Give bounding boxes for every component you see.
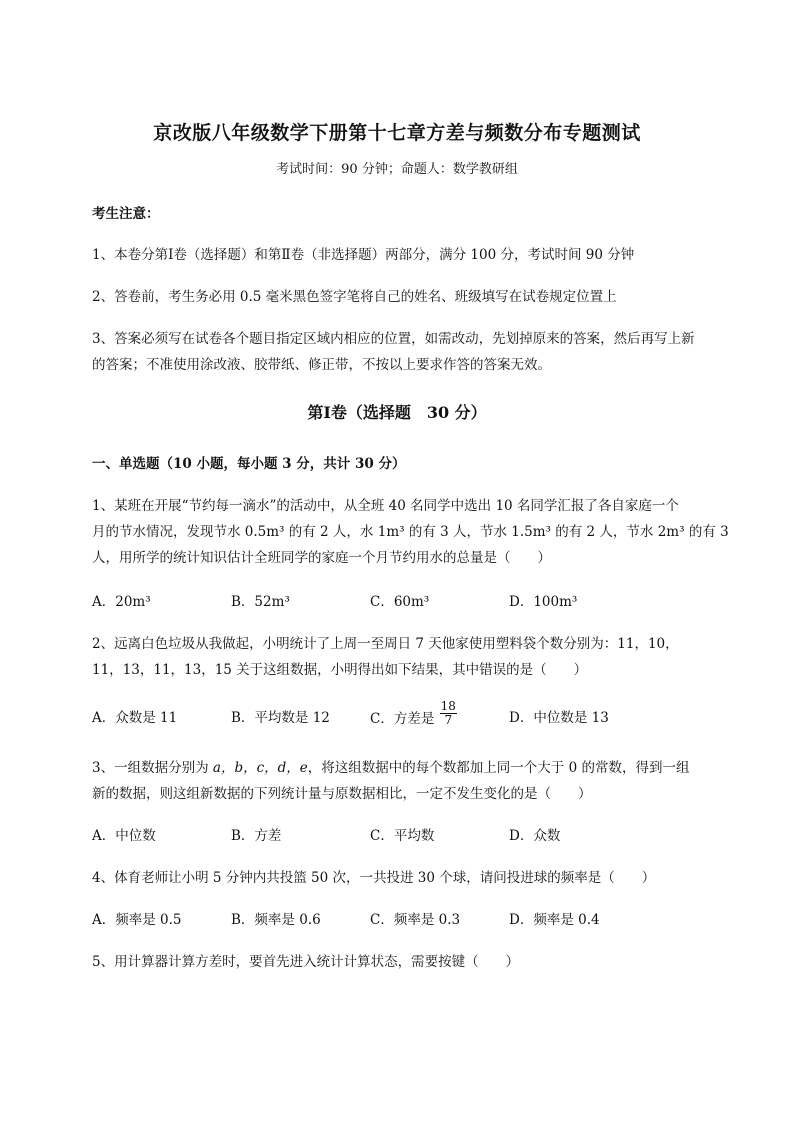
option-d: D．频率是 0.4 [509,912,600,928]
question-3-suffix: ，将这组数据中的每个数都加上同一个大于 0 的常数，得到一组 [307,760,690,776]
question-3-options [92,824,712,846]
question-3-line-1 [92,756,712,776]
option-c: C．频率是 0.3 [370,912,461,928]
option-b: B．频率是 0.6 [231,912,321,928]
notice-item-2: 2、答卷前，考生务必用 0.5 毫米黑色签字笔将自己的姓名、班级填写在试卷规定位置上 [92,289,617,305]
option-d: D．中位数是 13 [509,710,609,726]
question-2-line-1: 2、远离白色垃圾从我做起，小明统计了上周一至周日 7 天他家使用塑料袋个数分别为：11，10， [92,636,679,652]
section-title: 第Ⅰ卷（选择题 30 分） [307,403,487,422]
question-1-line-2: 月的节水情况，发现节水 0.5m³ 的有 2 人，水 1m³ 的有 3 人，节水 1.5m³ 的有 2 人，节水 2m³ 的有 3 [92,524,729,540]
question-3-line-2: 新的数据，则这组新数据的下列统计量与原数据相比，一定不发生变化的是（ ） [92,786,592,802]
option-b: B．平均数是 12 [231,710,330,726]
question-2-options [92,700,712,734]
option-b: B．方差 [231,828,282,844]
question-5-line-1: 5、用计算器计算方差时，要首先进入统计计算状态，需要按键（ ） [92,954,520,970]
option-a: A．20m³ [92,594,151,610]
option-a: A．频率是 0.5 [92,912,182,928]
question-1-line-3: 人，用所学的统计知识估计全班同学的家庭一个月节约用水的总量是（ ） [92,550,551,566]
question-2-line-2: 11，13，11，13，15 关于这组数据，小明得出如下结果，其中错误的是（ ） [92,662,588,678]
fraction [440,700,457,726]
question-1-options [92,590,712,612]
exam-info: 考试时间：90 分钟；命题人：数学教研组 [276,162,518,177]
notice-item-3-line-2: 的答案；不准使用涂改液、胶带纸、修正带，不按以上要求作答的答案无效。 [92,357,551,373]
option-c: C．60m³ [370,594,430,610]
question-3-prefix: 3、一组数据分别为 [92,760,213,776]
option-b: B．52m³ [231,594,290,610]
question-3-variables: a，b，c，d，e [212,760,308,776]
option-a: A．众数是 11 [92,710,178,726]
page-title: 京改版八年级数学下册第十七章方差与频数分布专题测试 [153,122,641,144]
part-heading: 一、单选题（10 小题，每小题 3 分，共计 30 分） [92,456,406,472]
option-d: D．众数 [509,828,561,844]
notice-heading: 考生注意： [92,206,160,222]
fraction-denominator: 7 [444,712,453,727]
question-4-options [92,908,712,930]
option-c: C．平均数 [370,828,435,844]
question-4-line-1: 4、体育老师让小明 5 分钟内共投篮 50 次，一共投进 30 个球，请问投进球的频率是（ ） [92,870,656,886]
question-1-line-1: 1、某班在开展“节约每一滴水”的活动中，从全班 40 名同学中选出 10 名同学汇报了各自家庭一个 [92,498,679,514]
option-d: D．100m³ [509,594,578,610]
notice-item-3-line-1: 3、答案必须写在试卷各个题目指定区域内相应的位置，如需改动，先划掉原来的答案，然后再写上新 [92,331,695,347]
option-c [370,700,457,726]
option-a: A．中位数 [92,828,156,844]
option-c-label: C．方差是 [370,710,435,727]
notice-item-1: 1、本卷分第Ⅰ卷（选择题）和第Ⅱ卷（非选择题）两部分，满分 100 分，考试时间 90 分钟 [92,247,635,263]
fraction-numerator: 18 [440,699,456,713]
